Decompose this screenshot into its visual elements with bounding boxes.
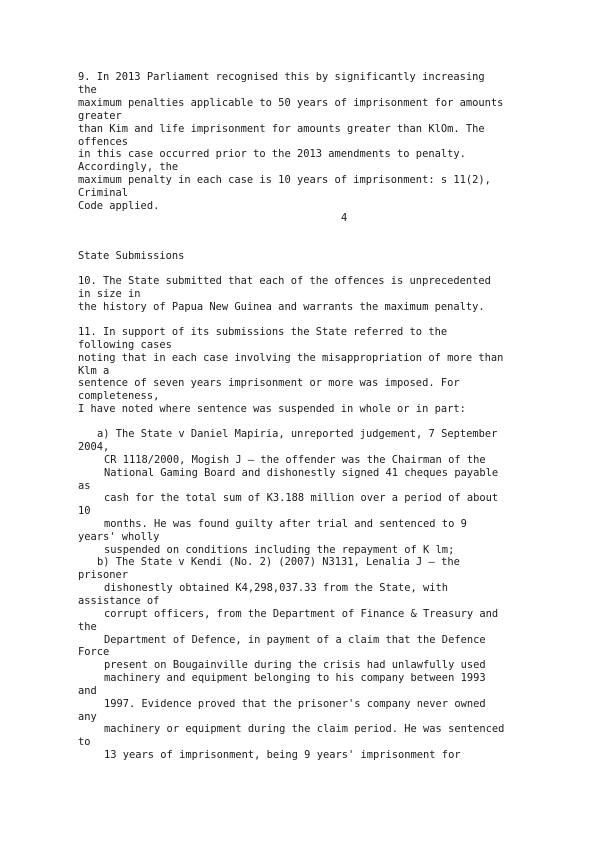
para-11-line: Klm a	[78, 365, 110, 377]
case-b-line: Force	[78, 646, 110, 658]
para-10-line: the history of Papua New Guinea and warrants the maximum penalty.	[78, 301, 485, 313]
case-b-line: and	[78, 685, 97, 697]
para-11-line: completeness,	[78, 390, 160, 402]
case-a-line: months. He was found guilty after trial and sentenced to 9	[104, 518, 467, 530]
case-a-line: 2004,	[78, 441, 110, 453]
case-b-line: assistance of	[78, 595, 160, 607]
case-a-line: 10	[78, 505, 91, 517]
case-b-line: to	[78, 736, 91, 748]
case-b-line: dishonestly obtained K4,298,037.33 from the State, with	[104, 582, 449, 594]
case-b-line: machinery or equipment during the claim period. He was sentenced	[104, 723, 505, 735]
para-9-line: 9. In 2013 Parliament recognised this by significantly increasing	[78, 71, 485, 83]
para-10-line: 10. The State submitted that each of the offences is unprecedented	[78, 275, 491, 287]
para-11-line: I have noted where sentence was suspended in whole or in part:	[78, 403, 466, 415]
case-b-line: b) The State v Kendi (No. 2) (2007) N3131, Lenalia J – the	[97, 556, 460, 568]
case-a-line: cash for the total sum of K3.188 million over a period of about	[104, 492, 499, 504]
para-9-line: Code applied.	[78, 200, 160, 212]
case-a-line: CR 1118/2000, Mogish J – the offender was the Chairman of the	[104, 454, 486, 466]
case-b-line: the	[78, 621, 97, 633]
para-9-line: Accordingly, the	[78, 161, 179, 173]
case-b-line: 1997. Evidence proved that the prisoner's company never owned	[104, 698, 486, 710]
case-b-line: any	[78, 711, 97, 723]
para-9-line: in this case occurred prior to the 2013 amendments to penalty.	[78, 148, 466, 160]
para-9-line: the	[78, 84, 97, 96]
case-a-line: as	[78, 480, 91, 492]
para-11-line: sentence of seven years imprisonment or more was imposed. For	[78, 377, 460, 389]
para-9-line: maximum penalties applicable to 50 years of imprisonment for amounts	[78, 97, 504, 109]
para-9-line: offences	[78, 136, 129, 148]
para-9-line: Criminal	[78, 187, 129, 199]
para-11-line: noting that in each case involving the misappropriation of more than	[78, 352, 504, 364]
case-a-line: National Gaming Board and dishonestly signed 41 cheques payable	[104, 467, 499, 479]
para-9-line: greater	[78, 110, 122, 122]
case-b-line: corrupt officers, from the Department of Finance & Treasury and	[104, 608, 499, 620]
para-9-line: than Kim and life imprisonment for amounts greater than KlOm. The	[78, 123, 485, 135]
case-b-line: 13 years of imprisonment, being 9 years' imprisonment for	[104, 749, 461, 761]
case-b-line: Department of Defence, in payment of a claim that the Defence	[104, 634, 486, 646]
case-b-line: present on Bougainville during the crisis had unlawfully used	[104, 659, 486, 671]
case-a-line: suspended on conditions including the repayment of K lm;	[104, 544, 455, 556]
para-10-line: in size in	[78, 288, 141, 300]
case-b-line: prisoner	[78, 569, 129, 581]
case-a-line: years' wholly	[78, 531, 160, 543]
page-number: 4	[341, 212, 348, 224]
para-9-line: maximum penalty in each case is 10 years of imprisonment: s 11(2),	[78, 174, 491, 186]
para-11-line: following cases	[78, 339, 172, 351]
para-11-line: 11. In support of its submissions the State referred to the	[78, 326, 448, 338]
case-b-line: machinery and equipment belonging to his company between 1993	[104, 672, 486, 684]
section-heading: State Submissions	[78, 250, 185, 262]
case-a-line: a) The State v Daniel Mapiria, unreported judgement, 7 September	[97, 428, 498, 440]
